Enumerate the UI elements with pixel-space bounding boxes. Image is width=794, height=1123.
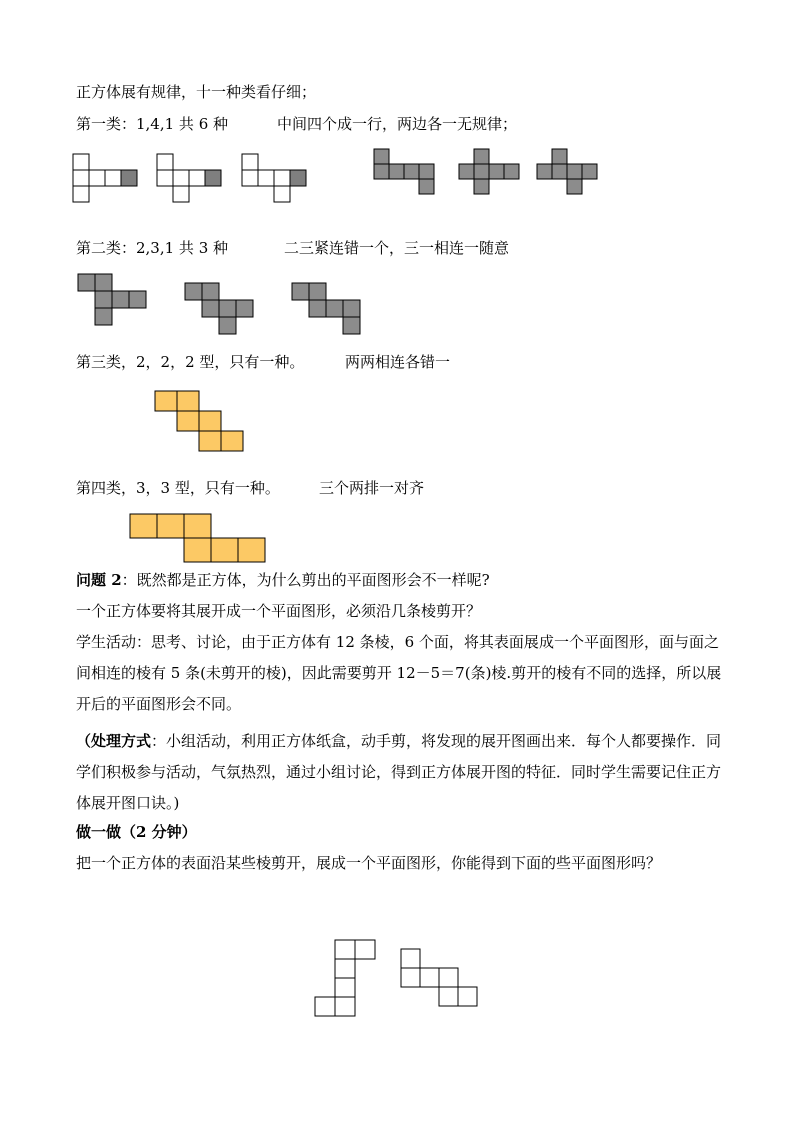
class1-net-4 bbox=[373, 148, 437, 196]
class1-net-3 bbox=[241, 153, 307, 205]
class2-net-2 bbox=[184, 282, 256, 338]
class4-net bbox=[129, 513, 271, 565]
class3-net bbox=[154, 390, 246, 452]
practice-net-1 bbox=[314, 939, 378, 1019]
class1-net-5 bbox=[458, 148, 522, 196]
question2-label: 问题 2 bbox=[76, 571, 122, 589]
class4-label: 第四类，3，3 型，只有一种。 bbox=[76, 479, 280, 497]
class2-net-1 bbox=[77, 273, 149, 329]
handling-paragraph bbox=[76, 726, 726, 819]
class1-net-2 bbox=[156, 153, 222, 205]
class1-net-1 bbox=[72, 153, 138, 205]
class4-rule: 三个两排一对齐 bbox=[319, 479, 425, 497]
question2-line bbox=[76, 570, 490, 590]
intro-line: 正方体展有规律，十一种类看仔细； bbox=[76, 83, 317, 101]
class2-net-3 bbox=[291, 282, 363, 338]
practice-net-2 bbox=[400, 948, 482, 1008]
activity-paragraph: 学生活动：思考、讨论，由于正方体有 12 条棱，6 个面，将其表面展成一个平面图形，面与面之间相连的棱有 5 条(未剪开的棱)，因此需要剪开 12－5＝7(条)棱.剪开的棱有不同的选择，所以展开后的平面图形会不同。 bbox=[76, 633, 722, 713]
practice-title: 做一做（2 分钟） bbox=[76, 823, 197, 841]
class1-label: 第一类：1,4,1 共 6 种 bbox=[76, 115, 229, 133]
class2-label: 第二类：2,3,1 共 3 种 bbox=[76, 239, 229, 257]
question2-text: ：既然都是正方体，为什么剪出的平面图形会不一样呢? bbox=[121, 571, 490, 589]
class1-rule: 中间四个成一行，两边各一无规律； bbox=[277, 115, 518, 133]
class1-net-6 bbox=[536, 148, 600, 196]
class3-label: 第三类，2，2，2 型，只有一种。 bbox=[76, 353, 305, 371]
handling-label: （处理方式 bbox=[76, 732, 152, 750]
handling-text: ：小组活动，利用正方体纸盒，动手剪，将发现的展开图画出来．每个人都要操作．同学们积极参与活动，气氛热烈，通过小组讨论，得到正方体展开图的特征．同时学生需要记住正方体展开图口诀。) bbox=[76, 732, 722, 812]
class2-rule: 二三紧连错一个，三一相连一随意 bbox=[284, 239, 510, 257]
question2-line2: 一个正方体要将其展开成一个平面图形，必须沿几条棱剪开？ bbox=[76, 602, 482, 620]
class3-rule: 两两相连各错一 bbox=[345, 353, 451, 371]
practice-text: 把一个正方体的表面沿某些棱剪开，展成一个平面图形，你能得到下面的些平面图形吗？ bbox=[76, 854, 662, 872]
